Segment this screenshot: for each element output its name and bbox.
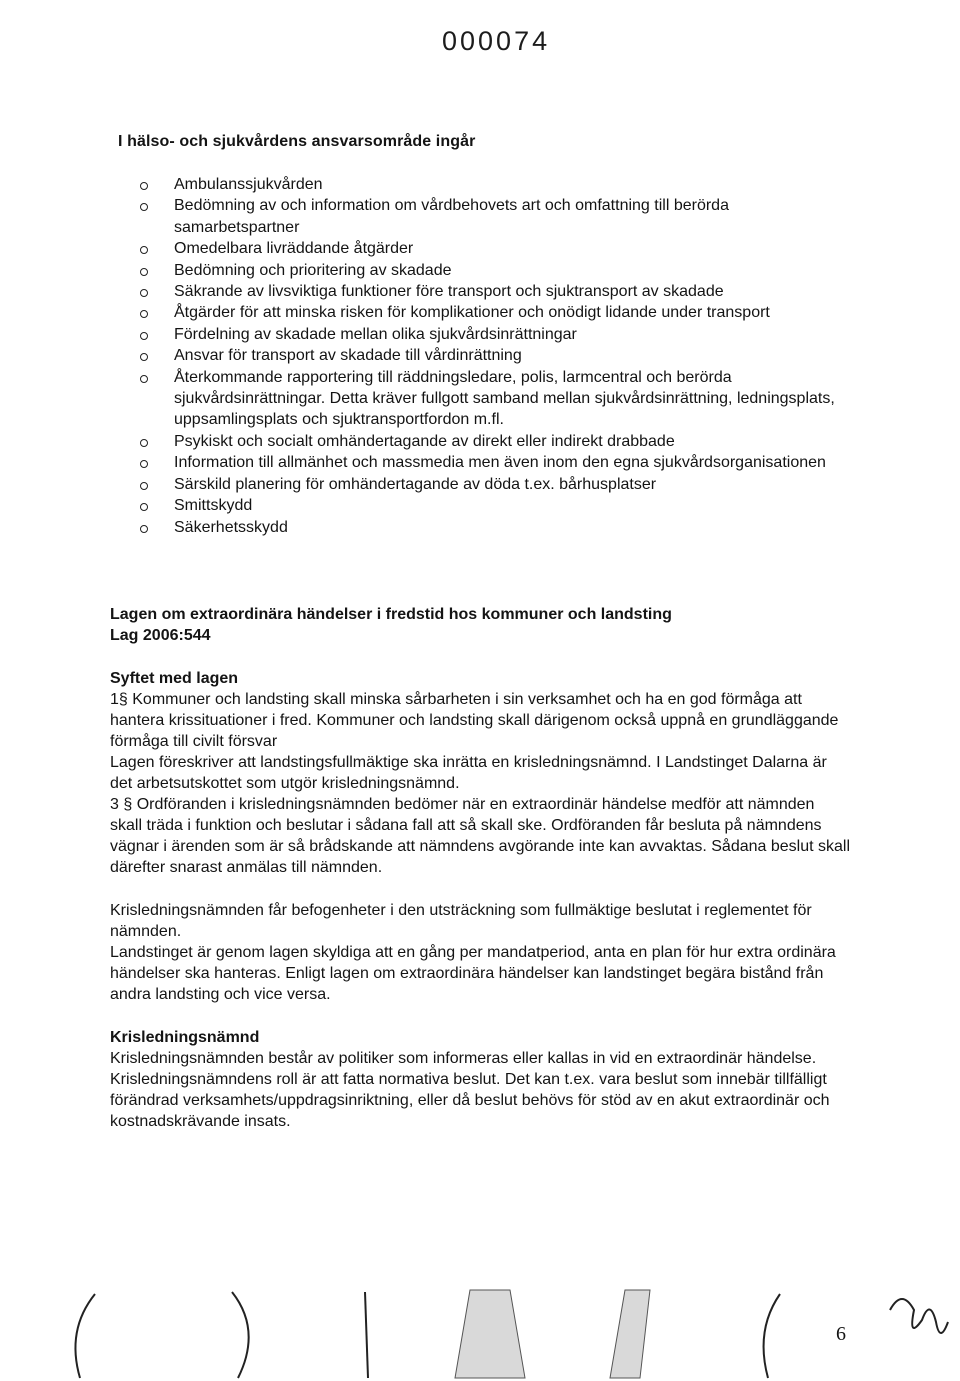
document-number: 000074: [442, 26, 551, 56]
shaded-mark-right: [610, 1290, 650, 1378]
law-title: Lagen om extraordinära händelser i fredstid hos kommuner och landsting: [110, 606, 672, 623]
bullet-icon: [140, 503, 148, 511]
right-bracket-mark: [232, 1292, 249, 1378]
bullet-icon: [140, 353, 148, 361]
law-section: [110, 604, 850, 1132]
powers-paragraph-2: Landstinget är genom lagen skyldiga att en gång per mandatperiod, anta en plan för hur extra ordinära händelser ska hanteras. Enligt lagen om extraordinära händelser kan landstinget begära bistånd från andra landsting och vice versa.: [110, 944, 836, 1003]
committee-paragraph-2: Krisledningsnämndens roll är att fatta normativa beslut. Det kan t.ex. vara beslut som innebär tillfälligt förändrad verksamhets/uppdragsinriktning, eller då beslut behövs för stöd av en akut extraordinär och kostnadskrävande insats.: [110, 1071, 830, 1130]
list-item-text: Säkerhetsskydd: [174, 518, 288, 536]
section-heading: I hälso- och sjukvårdens ansvarsområde ingår: [118, 133, 476, 150]
handwritten-initials: [890, 1299, 948, 1333]
list-item: [140, 238, 840, 259]
bullet-icon: [140, 268, 148, 276]
list-item-text: Information till allmänhet och massmedia men även inom den egna sjukvårdsorganisationen: [174, 454, 826, 472]
list-item: [140, 281, 840, 302]
list-item: [140, 452, 840, 473]
list-item-text: Omedelbara livräddande åtgärder: [174, 240, 414, 258]
list-item: [140, 324, 840, 345]
page-number: 6: [836, 1323, 846, 1345]
vertical-mark: [365, 1292, 368, 1378]
list-item: [140, 517, 840, 538]
powers-paragraph-1: Krisledningsnämnden får befogenheter i den utsträckning som fullmäktige beslutat i reglementet för nämnden.: [110, 902, 812, 940]
list-item-text: Psykiskt och socialt omhändertagande av direkt eller indirekt drabbade: [174, 432, 675, 450]
list-item-text: Bedömning och prioritering av skadade: [174, 261, 452, 279]
list-item: [140, 474, 840, 495]
bullet-icon: [140, 203, 148, 211]
responsibility-list: [140, 174, 840, 538]
committee-paragraph-1: Krisledningsnämnden består av politiker som informeras eller kallas in vid en extraordinär händelse.: [110, 1050, 817, 1067]
list-item: [140, 345, 840, 366]
bullet-icon: [140, 182, 148, 190]
shaded-mark-left: [455, 1290, 525, 1378]
bullet-icon: [140, 375, 148, 383]
list-item-text: Ansvar för transport av skadade till vårdinrättning: [174, 347, 522, 365]
bullet-icon: [140, 332, 148, 340]
left-bracket-mark: [75, 1294, 95, 1378]
list-item: [140, 495, 840, 516]
law-number: Lag 2006:544: [110, 627, 211, 644]
list-item-text: Säkrande av livsviktiga funktioner före transport och sjuktransport av skadade: [174, 283, 724, 301]
list-item: [140, 260, 840, 281]
purpose-heading: Syftet med lagen: [110, 670, 239, 687]
list-item: [140, 367, 840, 431]
bullet-icon: [140, 460, 148, 468]
purpose-paragraph-1: 1§ Kommuner och landsting skall minska sårbarheten i sin verksamhet och ha en god förmåga att hantera krissituationer i fred. Kommuner och landsting skall därigenom också uppnå en grundläggande förmåga till civilt försvar: [110, 691, 839, 750]
list-item-text: Ambulanssjukvården: [174, 176, 323, 193]
margin-marks: [0, 1270, 960, 1381]
list-item: [140, 302, 840, 323]
list-item: [140, 431, 840, 452]
list-item: [140, 195, 840, 238]
list-item-text: Åtgärder för att minska risken för komplikationer och onödigt lidande under transport: [174, 304, 770, 322]
list-item-text: Återkommande rapportering till räddningsledare, polis, larmcentral och berörda sjukvårdsinrättningar. Detta kräver fullgott samband mellan sjukvårdsinrättning, ledningsplats, uppsamlingsplats och sjuktransportfordon m.fl.: [174, 368, 835, 429]
list-item-text: Smittskydd: [174, 497, 253, 515]
list-item-text: Fördelning av skadade mellan olika sjukvårdsinrättningar: [174, 325, 577, 343]
bullet-icon: [140, 439, 148, 447]
purpose-paragraph-2: Lagen föreskriver att landstingsfullmäktige ska inrätta en krisledningsnämnd. I Landstinget Dalarna är det arbetsutskottet som utgör krisledningsnämnd.: [110, 754, 827, 792]
committee-heading: Krisledningsnämnd: [110, 1029, 260, 1046]
list-item-text: Bedömning av och information om vårdbehovets art och omfattning till berörda samarbetspartner: [174, 197, 729, 236]
purpose-paragraph-3: 3 § Ordföranden i krisledningsnämnden bedömer när en extraordinär händelse medför att nämnden skall träda i funktion och beslutar i sådana fall att så skall ske. Ordföranden får besluta på nämndens vägnar i ärenden som är så brådskande att nämndens avgörande inte kan avvaktas. Sådana beslut skall därefter snarast anmälas till nämnden.: [110, 796, 851, 876]
right-margin-bracket: [764, 1294, 780, 1378]
list-item: [140, 174, 840, 195]
bullet-icon: [140, 310, 148, 318]
bullet-icon: [140, 289, 148, 297]
bullet-icon: [140, 246, 148, 254]
list-item-text: Särskild planering för omhändertagande av döda t.ex. bårhusplatser: [174, 475, 657, 493]
bullet-icon: [140, 525, 148, 533]
bullet-icon: [140, 482, 148, 490]
